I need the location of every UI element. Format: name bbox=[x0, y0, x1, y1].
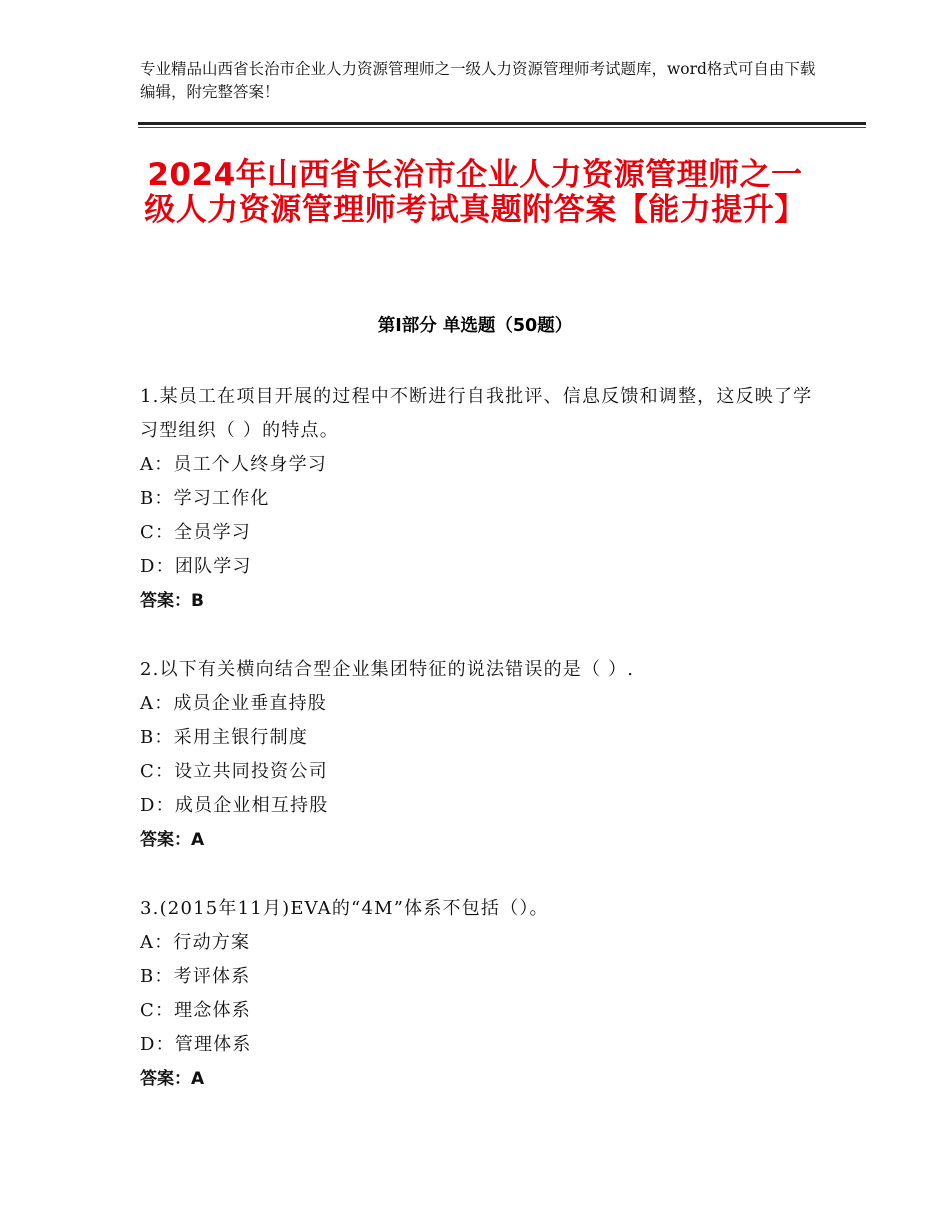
option-d: D：成员企业相互持股 bbox=[140, 795, 329, 816]
question-1 bbox=[140, 380, 820, 618]
answer-label: 答案：B bbox=[140, 591, 204, 611]
header-divider bbox=[138, 122, 866, 125]
answer-label: 答案：A bbox=[140, 1069, 205, 1089]
option-b: B：学习工作化 bbox=[140, 488, 270, 509]
answer-label: 答案：A bbox=[140, 830, 205, 850]
question-stem: 2.以下有关横向结合型企业集团特征的说法错误的是（ ）. bbox=[140, 659, 635, 680]
option-d: D：管理体系 bbox=[140, 1034, 252, 1055]
option-c: C：全员学习 bbox=[140, 522, 251, 543]
header-divider-thin bbox=[138, 127, 866, 128]
question-2 bbox=[140, 653, 820, 857]
option-b: B：采用主银行制度 bbox=[140, 727, 309, 748]
option-a: A：员工个人终身学习 bbox=[140, 454, 327, 475]
option-a: A：成员企业垂直持股 bbox=[140, 693, 327, 714]
option-c: C：理念体系 bbox=[140, 1000, 251, 1021]
question-stem: 1.某员工在项目开展的过程中不断进行自我批评、信息反馈和调整，这反映了学习型组织（ ）的特点。 bbox=[140, 386, 813, 441]
option-d: D：团队学习 bbox=[140, 556, 252, 577]
header-note: 专业精品山西省长治市企业人力资源管理师之一级人力资源管理师考试题库，word格式可自由下载编辑，附完整答案！ bbox=[140, 60, 816, 101]
option-a: A：行动方案 bbox=[140, 932, 251, 953]
document-title: 2024年山西省长治市企业人力资源管理师之一级人力资源管理师考试真题附答案【能力提升】 bbox=[144, 157, 806, 228]
section-title: 第Ⅰ部分 单选题（50题） bbox=[377, 316, 573, 336]
option-b: B：考评体系 bbox=[140, 966, 251, 987]
option-c: C：设立共同投资公司 bbox=[140, 761, 328, 782]
question-stem: 3.(2015年11月)EVA的“4M”体系不包括（）。 bbox=[140, 898, 549, 919]
question-3 bbox=[140, 892, 820, 1096]
